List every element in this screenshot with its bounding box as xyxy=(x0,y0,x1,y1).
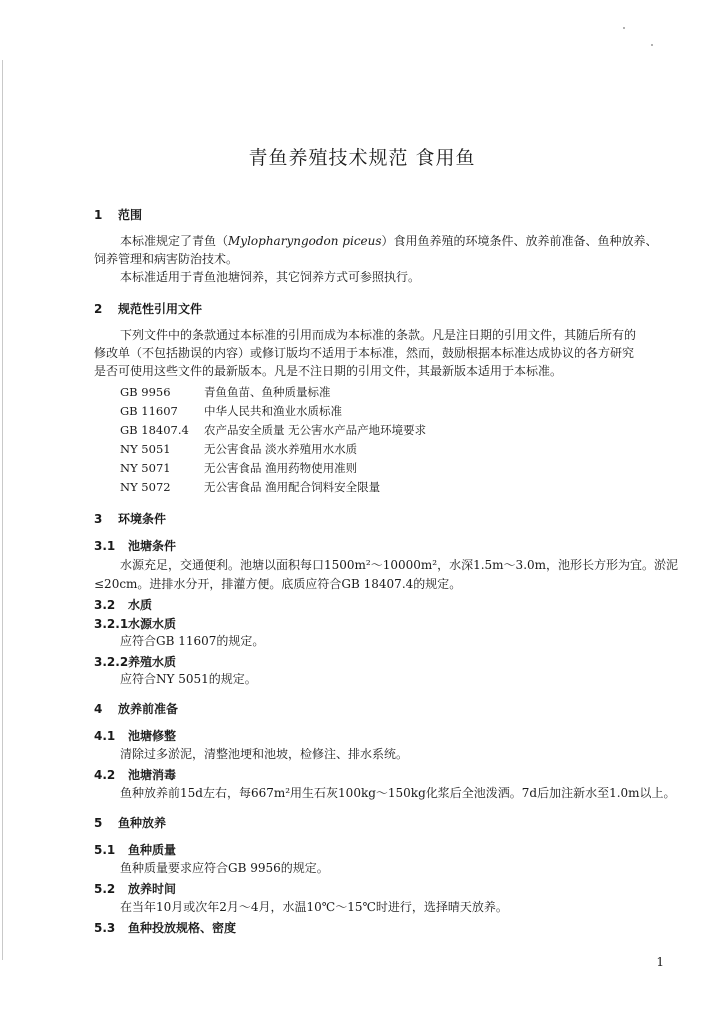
page-number: 1 xyxy=(656,955,664,969)
stocking-time-text: 在当年10月或次年2月～4月，水温10℃～15℃时进行，选择晴天放养。 xyxy=(120,900,508,914)
reference-name: 中华人民共和渔业水质标准 xyxy=(204,404,342,418)
subsection-heading xyxy=(94,653,176,670)
reference-name: 无公害食品 渔用药物使用准则 xyxy=(204,461,358,475)
subsection-number: 3.2.2 xyxy=(94,655,129,669)
subsection-heading xyxy=(94,919,236,936)
section-number: 2 xyxy=(94,302,103,316)
pond-paragraph-line: 水源充足，交通便利。池塘以面积每口1500m²～10000m²，水深1.5m～3.0m，池形长方形为宜。淤泥 xyxy=(120,558,679,572)
references-paragraph-line: 下列文件中的条款通过本标准的引用而成为本标准的条款。凡是注日期的引用文件，其随后所有的 xyxy=(120,328,637,342)
subsection-number: 3.2.1 xyxy=(94,617,129,631)
subsection-number: 4.2 xyxy=(94,768,116,782)
scan-speck xyxy=(623,27,625,29)
subsection-number: 5.1 xyxy=(94,843,116,857)
pond-disinfection-text: 鱼种放养前15d左右，每667m²用生石灰100kg～150kg化浆后全池泼洒。7d后加注新水至1.0m以上。 xyxy=(120,786,676,800)
section-heading-scope xyxy=(94,206,142,223)
text-run: ）食用鱼养殖的环境条件、放养前准备、鱼种放养、 xyxy=(381,234,658,248)
section-number: 5 xyxy=(94,816,103,830)
culture-water-text: 应符合NY 5051的规定。 xyxy=(120,672,257,686)
scope-paragraph-line: 本标准适用于青鱼池塘饲养，其它饲养方式可参照执行。 xyxy=(120,270,421,284)
subsection-title: 水质 xyxy=(128,598,153,612)
document-title: 青鱼养殖技术规范 食用鱼 xyxy=(248,147,476,169)
pond-repair-text: 清除过多淤泥，清整池埂和池坡，检修注、排水系统。 xyxy=(120,747,409,761)
subsection-heading xyxy=(94,727,176,744)
reference-code: GB 9956 xyxy=(120,385,171,399)
section-number: 1 xyxy=(94,208,103,222)
section-heading-preparation xyxy=(94,700,178,717)
subsection-title: 池塘修整 xyxy=(128,729,177,743)
subsection-number: 3.1 xyxy=(94,539,116,553)
subsection-heading xyxy=(94,596,152,613)
section-heading-references xyxy=(94,300,202,317)
subsection-title: 鱼种质量 xyxy=(128,843,177,857)
subsection-number: 3.2 xyxy=(94,598,116,612)
subsection-title: 池塘条件 xyxy=(128,539,177,553)
section-number: 3 xyxy=(94,512,103,526)
section-heading-stocking xyxy=(94,814,166,831)
subsection-heading xyxy=(94,615,176,632)
subsection-number: 4.1 xyxy=(94,729,116,743)
scan-edge-line xyxy=(2,60,3,960)
reference-code: GB 11607 xyxy=(120,404,178,418)
scan-speck xyxy=(651,44,653,46)
subsection-title: 水源水质 xyxy=(128,617,177,631)
scope-paragraph-line xyxy=(120,232,658,250)
reference-name: 无公害食品 渔用配合饲料安全限量 xyxy=(204,480,381,494)
subsection-heading xyxy=(94,880,176,897)
reference-row xyxy=(120,479,380,495)
subsection-heading xyxy=(94,766,176,783)
reference-code: GB 18407.4 xyxy=(120,423,189,437)
scope-paragraph-line: 饲养管理和病害防治技术。 xyxy=(94,252,239,266)
section-number: 4 xyxy=(94,702,103,716)
section-heading-environment xyxy=(94,510,166,527)
reference-row xyxy=(120,441,357,457)
reference-code: NY 5071 xyxy=(120,461,171,475)
subsection-number: 5.3 xyxy=(94,921,116,935)
reference-row xyxy=(120,460,357,476)
section-title: 鱼种放养 xyxy=(118,816,167,830)
subsection-title: 放养时间 xyxy=(128,882,177,896)
pond-paragraph-line: ≤20cm。进排水分开，排灌方便。底质应符合GB 18407.4的规定。 xyxy=(94,577,462,591)
reference-row xyxy=(120,403,342,419)
reference-code: NY 5072 xyxy=(120,480,171,494)
section-title: 环境条件 xyxy=(118,512,167,526)
subsection-number: 5.2 xyxy=(94,882,116,896)
reference-name: 农产品安全质量 无公害水产品产地环境要求 xyxy=(204,423,427,437)
subsection-heading xyxy=(94,537,176,554)
references-paragraph-line: 修改单（不包括勘误的内容）或修订版均不适用于本标准，然而，鼓励根据本标准达成协议的各方研究 xyxy=(94,346,635,360)
subsection-heading xyxy=(94,841,176,858)
reference-row xyxy=(120,422,426,438)
reference-code: NY 5051 xyxy=(120,442,171,456)
references-paragraph-line: 是否可使用这些文件的最新版本。凡是不注日期的引用文件，其最新版本适用于本标准。 xyxy=(94,364,563,378)
text-run: 本标准规定了青鱼（ xyxy=(120,234,229,248)
reference-name: 无公害食品 淡水养殖用水水质 xyxy=(204,442,358,456)
subsection-title: 池塘消毒 xyxy=(128,768,177,782)
reference-name: 青鱼鱼苗、鱼种质量标准 xyxy=(204,385,331,399)
section-title: 范围 xyxy=(118,208,143,222)
reference-row xyxy=(120,384,331,400)
water-source-text: 应符合GB 11607的规定。 xyxy=(120,634,265,648)
subsection-title: 鱼种投放规格、密度 xyxy=(128,921,237,935)
section-title: 放养前准备 xyxy=(118,702,179,716)
subsection-title: 养殖水质 xyxy=(128,655,177,669)
latin-name: Mylopharyngodon piceus xyxy=(228,234,382,248)
section-title: 规范性引用文件 xyxy=(118,302,203,316)
fish-quality-text: 鱼种质量要求应符合GB 9956的规定。 xyxy=(120,861,329,875)
